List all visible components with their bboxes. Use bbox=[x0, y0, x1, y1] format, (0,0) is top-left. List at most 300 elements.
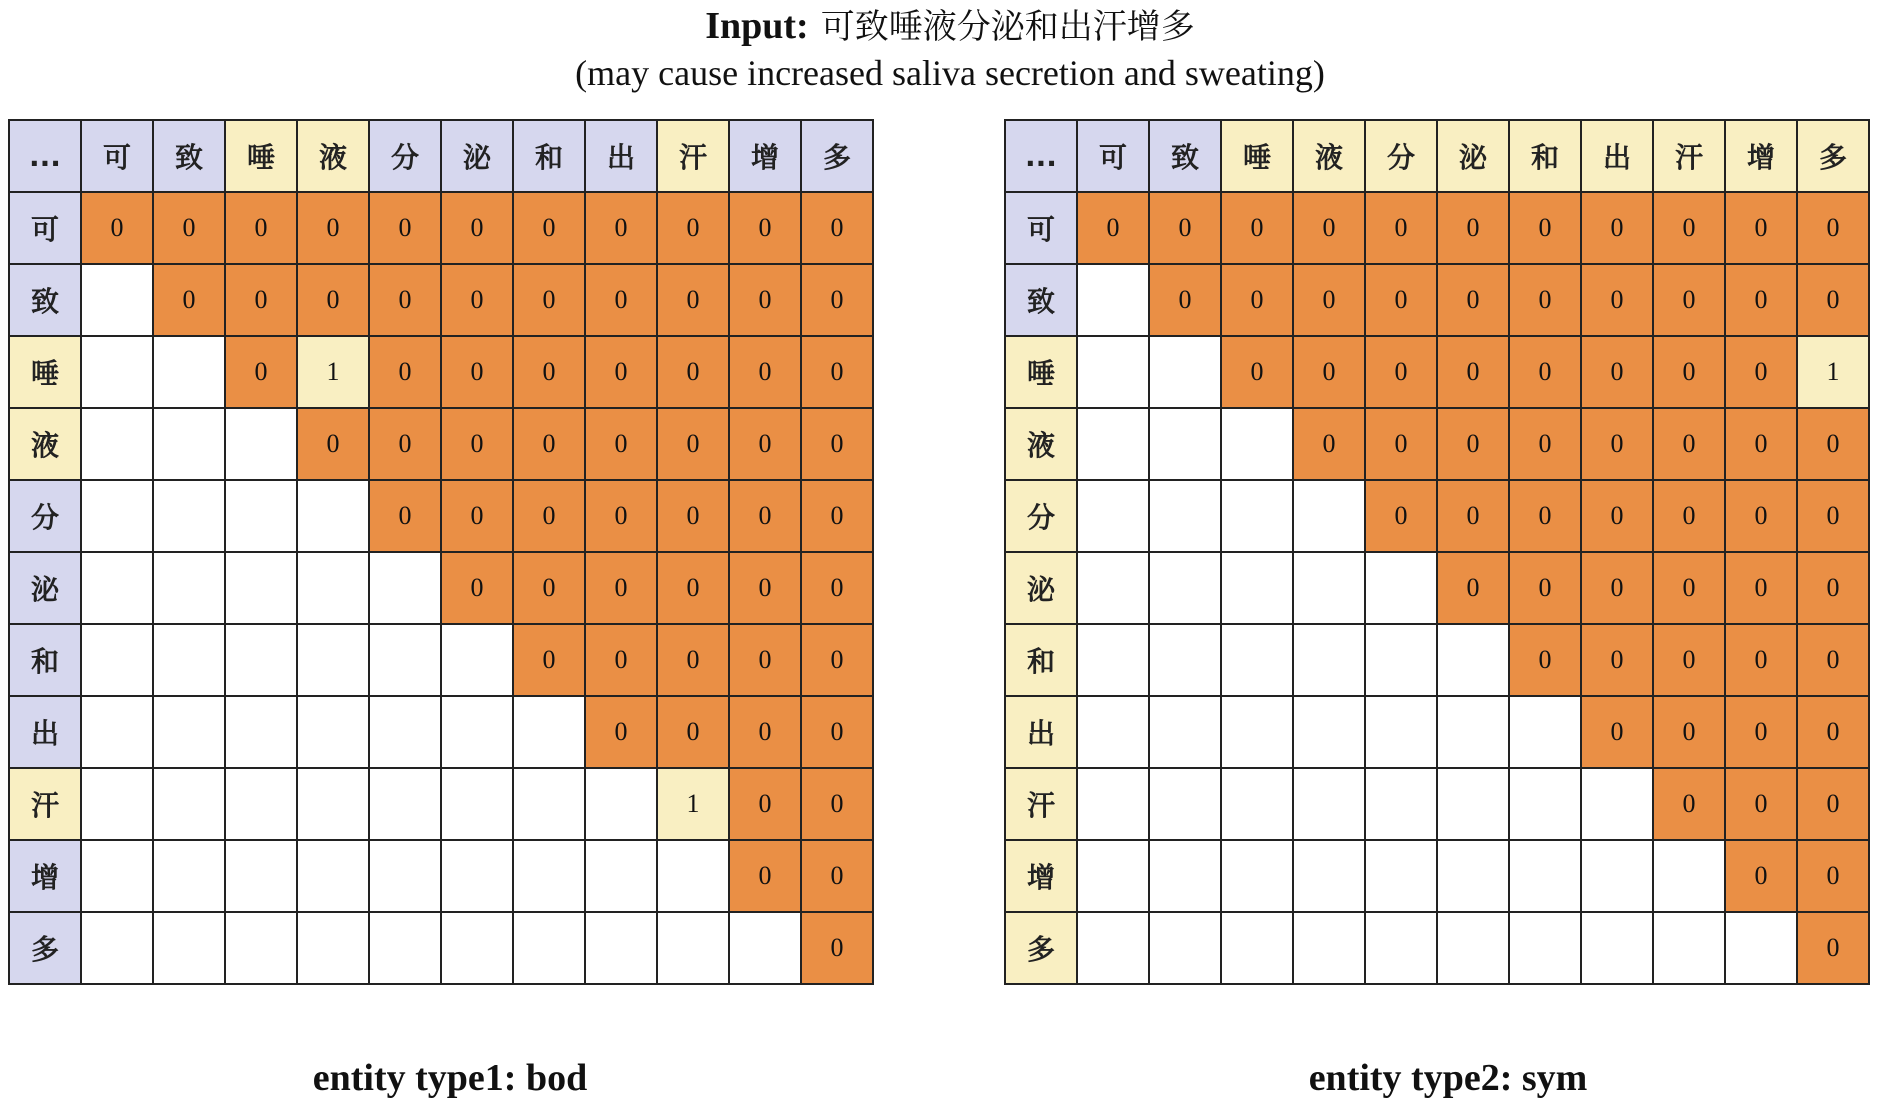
matrix-cell-empty bbox=[585, 912, 657, 984]
matrix-cell-zero: 0 bbox=[369, 336, 441, 408]
matrix-cell-zero: 0 bbox=[441, 336, 513, 408]
matrix-cell-empty bbox=[153, 768, 225, 840]
matrix-cell-zero: 0 bbox=[1509, 552, 1581, 624]
row-header-token: 多 bbox=[9, 912, 81, 984]
column-header-token: 多 bbox=[801, 120, 873, 192]
matrix-cell-zero: 0 bbox=[1581, 192, 1653, 264]
matrix-cell-zero: 0 bbox=[1653, 480, 1725, 552]
matrix-cell-zero: 0 bbox=[801, 840, 873, 912]
title-translation: (may cause increased saliva secretion and sweating) bbox=[575, 53, 1325, 93]
matrix-cell-empty bbox=[153, 696, 225, 768]
matrix-cell-zero: 0 bbox=[225, 192, 297, 264]
matrix-cell-empty bbox=[297, 912, 369, 984]
matrix-cell-zero: 0 bbox=[657, 480, 729, 552]
matrix-cell-empty bbox=[1365, 552, 1437, 624]
matrix-row bbox=[1005, 840, 1869, 912]
matrix-cell-zero: 0 bbox=[1437, 480, 1509, 552]
title-prefix: Input: bbox=[705, 5, 809, 47]
matrix-cell-zero: 0 bbox=[369, 264, 441, 336]
column-header-token: 致 bbox=[1149, 120, 1221, 192]
matrix-cell-empty bbox=[1437, 912, 1509, 984]
matrix-entity-type1 bbox=[8, 119, 874, 985]
matrix-cell-zero: 0 bbox=[513, 480, 585, 552]
matrix-cell-zero: 0 bbox=[225, 264, 297, 336]
matrix-cell-zero: 0 bbox=[657, 624, 729, 696]
matrix-cell-zero: 0 bbox=[1725, 552, 1797, 624]
matrix-row bbox=[9, 912, 873, 984]
matrix-cell-empty bbox=[1293, 696, 1365, 768]
matrix-row bbox=[9, 192, 873, 264]
matrix-cell-empty bbox=[1365, 840, 1437, 912]
matrix-cell-empty bbox=[513, 696, 585, 768]
matrix-cell-empty bbox=[1437, 840, 1509, 912]
matrix-cell-zero: 0 bbox=[225, 336, 297, 408]
matrix-cell-empty bbox=[1365, 768, 1437, 840]
matrix-cell-zero: 0 bbox=[1797, 264, 1869, 336]
matrix-cell-empty bbox=[1221, 552, 1293, 624]
matrix-cell-empty bbox=[729, 912, 801, 984]
matrix-cell-empty bbox=[441, 696, 513, 768]
matrix-cell-zero: 0 bbox=[1797, 624, 1869, 696]
matrix-cell-zero: 0 bbox=[1725, 336, 1797, 408]
matrix-cell-zero: 0 bbox=[1509, 264, 1581, 336]
matrix-cell-empty bbox=[81, 624, 153, 696]
matrix-cell-empty bbox=[1149, 768, 1221, 840]
matrix-cell-zero: 0 bbox=[1437, 552, 1509, 624]
matrix-cell-empty bbox=[1077, 768, 1149, 840]
matrix-cell-empty bbox=[1077, 264, 1149, 336]
matrix-row bbox=[9, 768, 873, 840]
matrix-cell-zero: 0 bbox=[441, 480, 513, 552]
matrix-cell-empty bbox=[369, 552, 441, 624]
matrix-cell-empty bbox=[225, 768, 297, 840]
matrix-cell-empty bbox=[1365, 696, 1437, 768]
column-header-token: 液 bbox=[1293, 120, 1365, 192]
matrix-cell-zero: 0 bbox=[1725, 264, 1797, 336]
matrix-cell-zero: 0 bbox=[1293, 408, 1365, 480]
row-header-token: 唾 bbox=[1005, 336, 1077, 408]
row-header-token: 液 bbox=[9, 408, 81, 480]
matrix-cell-zero: 0 bbox=[369, 480, 441, 552]
matrix-cell-empty bbox=[81, 912, 153, 984]
matrix-cell-empty bbox=[225, 912, 297, 984]
matrix-cell-zero: 0 bbox=[297, 264, 369, 336]
matrix-cell-empty bbox=[81, 696, 153, 768]
matrix-cell-empty bbox=[1077, 480, 1149, 552]
matrix-cell-empty bbox=[369, 696, 441, 768]
matrix-cell-empty bbox=[1293, 552, 1365, 624]
matrix-cell-empty bbox=[1437, 624, 1509, 696]
matrix-cell-zero: 0 bbox=[801, 480, 873, 552]
matrix-cell-zero: 0 bbox=[1581, 408, 1653, 480]
matrix-cell-empty bbox=[1149, 696, 1221, 768]
matrix-cell-zero: 0 bbox=[1653, 696, 1725, 768]
matrix-row bbox=[1005, 264, 1869, 336]
row-header-token: 多 bbox=[1005, 912, 1077, 984]
matrix-cell-zero: 0 bbox=[297, 192, 369, 264]
matrix-cell-empty bbox=[153, 624, 225, 696]
matrix-cell-empty bbox=[297, 768, 369, 840]
matrix-cell-one: 1 bbox=[1797, 336, 1869, 408]
matrix-cell-empty bbox=[1149, 336, 1221, 408]
caption-entity-type1: entity type1: bod bbox=[312, 1057, 588, 1099]
matrix-cell-empty bbox=[225, 840, 297, 912]
matrix-cell-empty bbox=[1725, 912, 1797, 984]
matrix-cell-zero: 0 bbox=[1221, 264, 1293, 336]
matrix-row bbox=[9, 624, 873, 696]
matrix-cell-empty bbox=[1077, 696, 1149, 768]
matrix-cell-zero: 0 bbox=[1653, 624, 1725, 696]
matrix-cell-empty bbox=[513, 840, 585, 912]
matrix-cell-zero: 0 bbox=[657, 336, 729, 408]
matrix-cell-zero: 0 bbox=[1725, 480, 1797, 552]
matrix-cell-zero: 0 bbox=[1437, 264, 1509, 336]
matrix-row bbox=[9, 480, 873, 552]
matrix-row bbox=[9, 264, 873, 336]
matrix-cell-zero: 0 bbox=[1581, 480, 1653, 552]
matrix-cell-empty bbox=[1149, 552, 1221, 624]
matrix-cell-zero: 0 bbox=[729, 552, 801, 624]
matrix-cell-empty bbox=[441, 768, 513, 840]
matrix-cell-zero: 0 bbox=[1725, 192, 1797, 264]
matrix-row bbox=[1005, 408, 1869, 480]
matrix-cell-zero: 0 bbox=[1509, 336, 1581, 408]
matrix-cell-zero: 0 bbox=[1653, 768, 1725, 840]
matrix-cell-zero: 0 bbox=[1509, 408, 1581, 480]
matrix-cell-zero: 0 bbox=[729, 840, 801, 912]
matrix-row bbox=[1005, 624, 1869, 696]
matrix-cell-zero: 0 bbox=[1797, 912, 1869, 984]
matrix-cell-zero: 0 bbox=[1293, 264, 1365, 336]
matrix-cell-zero: 0 bbox=[1725, 768, 1797, 840]
matrix-cell-empty bbox=[297, 624, 369, 696]
row-header-token: 唾 bbox=[9, 336, 81, 408]
matrix-cell-zero: 0 bbox=[81, 192, 153, 264]
matrix-cell-zero: 0 bbox=[657, 192, 729, 264]
column-header-token: 唾 bbox=[225, 120, 297, 192]
matrix-corner: ... bbox=[9, 120, 81, 192]
matrix-cell-zero: 0 bbox=[153, 192, 225, 264]
matrix-cell-empty bbox=[1293, 912, 1365, 984]
matrix-row bbox=[1005, 912, 1869, 984]
matrix-cell-empty bbox=[657, 912, 729, 984]
matrix-cell-zero: 0 bbox=[1293, 192, 1365, 264]
matrix-cell-zero: 0 bbox=[585, 408, 657, 480]
matrix-header-row bbox=[1005, 120, 1869, 192]
matrix-cell-zero: 0 bbox=[1797, 480, 1869, 552]
matrix-row bbox=[9, 696, 873, 768]
matrix-cell-empty bbox=[153, 912, 225, 984]
matrix-cell-empty bbox=[1221, 624, 1293, 696]
matrix-cell-zero: 0 bbox=[801, 624, 873, 696]
matrix-cell-zero: 0 bbox=[1581, 624, 1653, 696]
matrix-cell-empty bbox=[1437, 768, 1509, 840]
matrix-cell-zero: 0 bbox=[513, 264, 585, 336]
matrix-cell-empty bbox=[1581, 840, 1653, 912]
matrix-cell-zero: 0 bbox=[1077, 192, 1149, 264]
matrix-cell-zero: 0 bbox=[1797, 408, 1869, 480]
matrix-cell-empty bbox=[1509, 840, 1581, 912]
matrix-cell-zero: 0 bbox=[1149, 264, 1221, 336]
matrix-cell-zero: 0 bbox=[1581, 552, 1653, 624]
matrix-cell-zero: 0 bbox=[441, 264, 513, 336]
matrix-cell-empty bbox=[585, 768, 657, 840]
matrix-cell-zero: 0 bbox=[1725, 696, 1797, 768]
column-header-token: 致 bbox=[153, 120, 225, 192]
column-header-token: 出 bbox=[1581, 120, 1653, 192]
matrix-cell-zero: 0 bbox=[441, 408, 513, 480]
matrix-cell-zero: 0 bbox=[1653, 552, 1725, 624]
row-header-token: 分 bbox=[1005, 480, 1077, 552]
matrix-cell-zero: 0 bbox=[585, 552, 657, 624]
matrix-cell-zero: 0 bbox=[1509, 480, 1581, 552]
matrix-cell-zero: 0 bbox=[1725, 624, 1797, 696]
row-header-token: 出 bbox=[9, 696, 81, 768]
matrix-cell-zero: 0 bbox=[1581, 336, 1653, 408]
matrix-cell-empty bbox=[369, 624, 441, 696]
matrix-cell-zero: 0 bbox=[585, 264, 657, 336]
matrix-cell-empty bbox=[1077, 336, 1149, 408]
matrix-row bbox=[9, 552, 873, 624]
matrix-cell-zero: 0 bbox=[441, 192, 513, 264]
matrix-cell-empty bbox=[1581, 768, 1653, 840]
matrix-cell-zero: 0 bbox=[801, 336, 873, 408]
matrix-cell-empty bbox=[1509, 696, 1581, 768]
caption-entity-type2: entity type2: sym bbox=[1308, 1057, 1588, 1099]
matrix-cell-empty bbox=[81, 552, 153, 624]
column-header-token: 和 bbox=[513, 120, 585, 192]
matrix-cell-empty bbox=[1077, 408, 1149, 480]
matrix-cell-zero: 0 bbox=[585, 624, 657, 696]
matrix-cell-zero: 0 bbox=[657, 696, 729, 768]
matrix-cell-empty bbox=[153, 480, 225, 552]
matrix-cell-empty bbox=[1509, 768, 1581, 840]
matrix-cell-zero: 0 bbox=[1653, 408, 1725, 480]
matrix-cell-zero: 0 bbox=[1509, 192, 1581, 264]
row-header-token: 液 bbox=[1005, 408, 1077, 480]
matrix-cell-empty bbox=[441, 912, 513, 984]
matrix-cell-empty bbox=[1293, 480, 1365, 552]
matrix-cell-zero: 0 bbox=[1293, 336, 1365, 408]
row-header-token: 可 bbox=[9, 192, 81, 264]
matrix-cell-zero: 0 bbox=[801, 768, 873, 840]
column-header-token: 液 bbox=[297, 120, 369, 192]
matrix-cell-empty bbox=[153, 552, 225, 624]
matrix-cell-empty bbox=[1077, 912, 1149, 984]
matrix-cell-empty bbox=[1149, 408, 1221, 480]
matrix-cell-empty bbox=[81, 768, 153, 840]
matrix-cell-empty bbox=[1221, 768, 1293, 840]
title-input-line bbox=[0, 2, 1900, 50]
matrix-cell-empty bbox=[657, 840, 729, 912]
matrix-cell-empty bbox=[1581, 912, 1653, 984]
matrix-cell-empty bbox=[153, 336, 225, 408]
column-header-token: 泌 bbox=[441, 120, 513, 192]
matrix-cell-empty bbox=[81, 840, 153, 912]
matrix-cell-zero: 0 bbox=[657, 264, 729, 336]
matrix-row bbox=[1005, 192, 1869, 264]
matrix-cell-empty bbox=[369, 768, 441, 840]
matrix-cell-empty bbox=[225, 408, 297, 480]
matrix-cell-zero: 0 bbox=[1725, 408, 1797, 480]
matrix-cell-empty bbox=[297, 480, 369, 552]
matrix-row bbox=[1005, 696, 1869, 768]
matrix-cell-empty bbox=[1365, 912, 1437, 984]
matrix-cell-zero: 0 bbox=[513, 336, 585, 408]
matrix-cell-empty bbox=[1653, 912, 1725, 984]
matrix-cell-empty bbox=[81, 264, 153, 336]
row-header-token: 致 bbox=[1005, 264, 1077, 336]
matrix-cell-zero: 0 bbox=[1797, 768, 1869, 840]
matrix-cell-zero: 0 bbox=[585, 696, 657, 768]
matrix-corner: ... bbox=[1005, 120, 1077, 192]
matrix-cell-zero: 0 bbox=[1221, 336, 1293, 408]
matrix-cell-empty bbox=[513, 912, 585, 984]
matrix-cell-empty bbox=[1437, 696, 1509, 768]
matrix-cell-zero: 0 bbox=[729, 192, 801, 264]
matrix-cell-empty bbox=[1221, 840, 1293, 912]
column-header-token: 汗 bbox=[1653, 120, 1725, 192]
matrix-cell-zero: 0 bbox=[369, 408, 441, 480]
matrix-cell-zero: 0 bbox=[153, 264, 225, 336]
row-header-token: 可 bbox=[1005, 192, 1077, 264]
matrix-cell-empty bbox=[585, 840, 657, 912]
matrix-cell-zero: 0 bbox=[729, 696, 801, 768]
matrix-cell-zero: 0 bbox=[513, 552, 585, 624]
matrix-cell-empty bbox=[1077, 624, 1149, 696]
matrix-cell-empty bbox=[369, 840, 441, 912]
matrix-cell-empty bbox=[1221, 480, 1293, 552]
matrix-cell-zero: 0 bbox=[585, 336, 657, 408]
column-header-token: 分 bbox=[1365, 120, 1437, 192]
matrix-cell-zero: 0 bbox=[729, 480, 801, 552]
column-header-token: 增 bbox=[729, 120, 801, 192]
matrix-cell-empty bbox=[297, 696, 369, 768]
matrix-cell-empty bbox=[1149, 912, 1221, 984]
matrix-cell-empty bbox=[1221, 408, 1293, 480]
matrix-cell-zero: 0 bbox=[1725, 840, 1797, 912]
matrix-cell-zero: 0 bbox=[1221, 192, 1293, 264]
column-header-token: 唾 bbox=[1221, 120, 1293, 192]
matrix-cell-zero: 0 bbox=[729, 624, 801, 696]
matrix-cell-one: 1 bbox=[657, 768, 729, 840]
matrix-entity-type2 bbox=[1004, 119, 1870, 985]
matrix-cell-empty bbox=[297, 840, 369, 912]
matrix-cell-zero: 0 bbox=[585, 192, 657, 264]
matrix-cell-zero: 0 bbox=[729, 768, 801, 840]
matrix-cell-zero: 0 bbox=[1149, 192, 1221, 264]
matrix-cell-zero: 0 bbox=[1365, 480, 1437, 552]
matrix-cell-empty bbox=[225, 624, 297, 696]
matrix-cell-zero: 0 bbox=[1581, 696, 1653, 768]
matrix-cell-empty bbox=[81, 480, 153, 552]
matrix-cell-empty bbox=[513, 768, 585, 840]
column-header-token: 出 bbox=[585, 120, 657, 192]
column-header-token: 汗 bbox=[657, 120, 729, 192]
matrix-cell-zero: 0 bbox=[1365, 408, 1437, 480]
column-header-token: 增 bbox=[1725, 120, 1797, 192]
matrix-cell-zero: 0 bbox=[1797, 552, 1869, 624]
matrix-header-row bbox=[9, 120, 873, 192]
matrix-cell-empty bbox=[1149, 480, 1221, 552]
matrix-cell-zero: 0 bbox=[801, 192, 873, 264]
matrix-cell-zero: 0 bbox=[1581, 264, 1653, 336]
matrix-cell-one: 1 bbox=[297, 336, 369, 408]
matrix-cell-zero: 0 bbox=[1437, 336, 1509, 408]
matrix-row bbox=[1005, 480, 1869, 552]
matrix-row bbox=[9, 336, 873, 408]
row-header-token: 汗 bbox=[9, 768, 81, 840]
matrix-cell-zero: 0 bbox=[1653, 264, 1725, 336]
matrix-cell-empty bbox=[1149, 840, 1221, 912]
matrix-cell-empty bbox=[153, 840, 225, 912]
matrix-cell-empty bbox=[225, 480, 297, 552]
matrix-cell-zero: 0 bbox=[729, 408, 801, 480]
matrix-cell-zero: 0 bbox=[729, 264, 801, 336]
matrix-cell-empty bbox=[225, 552, 297, 624]
matrix-cell-empty bbox=[1293, 768, 1365, 840]
matrix-cell-empty bbox=[153, 408, 225, 480]
matrix-cell-zero: 0 bbox=[585, 480, 657, 552]
matrix-cell-empty bbox=[1221, 912, 1293, 984]
matrix-cell-empty bbox=[1077, 552, 1149, 624]
column-header-token: 可 bbox=[81, 120, 153, 192]
matrix-cell-empty bbox=[1221, 696, 1293, 768]
matrix-cell-zero: 0 bbox=[1509, 624, 1581, 696]
matrix-cell-empty bbox=[1293, 624, 1365, 696]
figure-title bbox=[0, 2, 1900, 96]
row-header-token: 和 bbox=[1005, 624, 1077, 696]
matrix-cell-zero: 0 bbox=[1365, 336, 1437, 408]
matrix-cell-zero: 0 bbox=[1653, 192, 1725, 264]
matrix-cell-empty bbox=[1149, 624, 1221, 696]
column-header-token: 多 bbox=[1797, 120, 1869, 192]
matrix-cell-empty bbox=[441, 624, 513, 696]
matrix-cell-empty bbox=[369, 912, 441, 984]
matrix-cell-zero: 0 bbox=[657, 552, 729, 624]
matrix-cell-empty bbox=[81, 336, 153, 408]
matrix-row bbox=[9, 840, 873, 912]
matrix-cell-zero: 0 bbox=[1365, 264, 1437, 336]
matrix-cell-zero: 0 bbox=[657, 408, 729, 480]
matrix-cell-zero: 0 bbox=[1437, 192, 1509, 264]
column-header-token: 泌 bbox=[1437, 120, 1509, 192]
row-header-token: 出 bbox=[1005, 696, 1077, 768]
matrix-cell-zero: 0 bbox=[801, 408, 873, 480]
matrix-row bbox=[9, 408, 873, 480]
matrix-row bbox=[1005, 336, 1869, 408]
matrix-cell-zero: 0 bbox=[1797, 192, 1869, 264]
matrix-cell-zero: 0 bbox=[801, 552, 873, 624]
matrix-cell-zero: 0 bbox=[801, 912, 873, 984]
matrix-cell-empty bbox=[225, 696, 297, 768]
matrix-cell-zero: 0 bbox=[801, 696, 873, 768]
matrix-cell-zero: 0 bbox=[1797, 696, 1869, 768]
matrix-cell-zero: 0 bbox=[441, 552, 513, 624]
matrix-cell-zero: 0 bbox=[297, 408, 369, 480]
row-header-token: 泌 bbox=[9, 552, 81, 624]
matrix-cell-zero: 0 bbox=[1797, 840, 1869, 912]
matrix-cell-zero: 0 bbox=[513, 192, 585, 264]
matrix-cell-zero: 0 bbox=[1437, 408, 1509, 480]
column-header-token: 分 bbox=[369, 120, 441, 192]
row-header-token: 增 bbox=[1005, 840, 1077, 912]
row-header-token: 汗 bbox=[1005, 768, 1077, 840]
matrix-cell-empty bbox=[81, 408, 153, 480]
row-header-token: 泌 bbox=[1005, 552, 1077, 624]
column-header-token: 可 bbox=[1077, 120, 1149, 192]
matrix-cell-zero: 0 bbox=[1365, 192, 1437, 264]
